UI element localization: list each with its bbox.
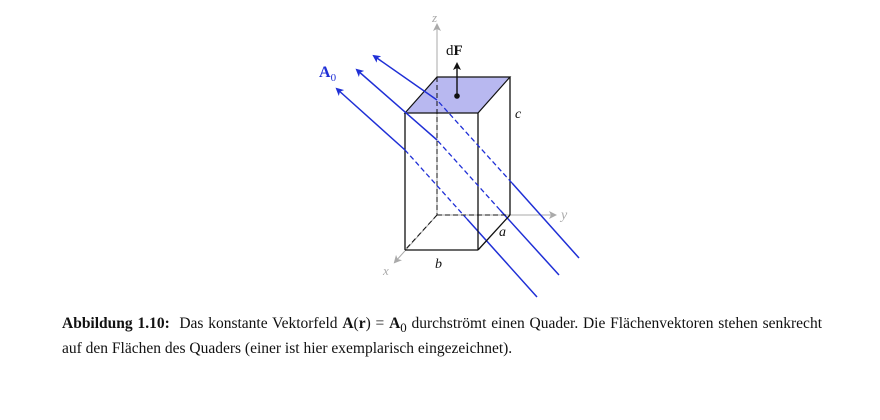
- caption-label: Abbildung 1.10:: [62, 315, 170, 332]
- force-label: dF: [446, 43, 463, 59]
- caption-paren-open: (: [353, 315, 359, 332]
- edge-label-b: b: [435, 257, 442, 272]
- caption-vector-a0: A: [389, 315, 401, 332]
- field-line-3-lower: [512, 183, 579, 258]
- caption-vector-a0-sub: 0: [400, 320, 407, 336]
- caption-text-1: Das konstante Vektorfeld: [179, 315, 343, 332]
- caption-vector-a: A: [342, 315, 354, 332]
- caption-paren-close: ): [365, 315, 371, 332]
- field-line-1-hidden: [405, 150, 467, 219]
- caption-equals: =: [370, 315, 390, 332]
- caption-text-2: durchströmt einen Quader. Die Flächenvektoren stehen senkrecht auf den Flächen des Quaders (einer ist hier exemplarisch eingezeichnet).: [62, 315, 822, 358]
- field-label-sub: 0: [330, 72, 337, 84]
- axis-x-label: x: [383, 263, 389, 278]
- edge-label-a: a: [499, 225, 506, 240]
- axis-y-label: y: [561, 208, 568, 223]
- figure-caption: [62, 313, 822, 359]
- field-label: $A_0$: [319, 64, 337, 84]
- field-line-2-hidden: [437, 140, 500, 210]
- field-line-1-upper: [337, 89, 405, 150]
- caption-vector-r: r: [358, 315, 366, 332]
- edge-label-c: c: [515, 107, 522, 122]
- axis-z-label: z: [432, 10, 438, 25]
